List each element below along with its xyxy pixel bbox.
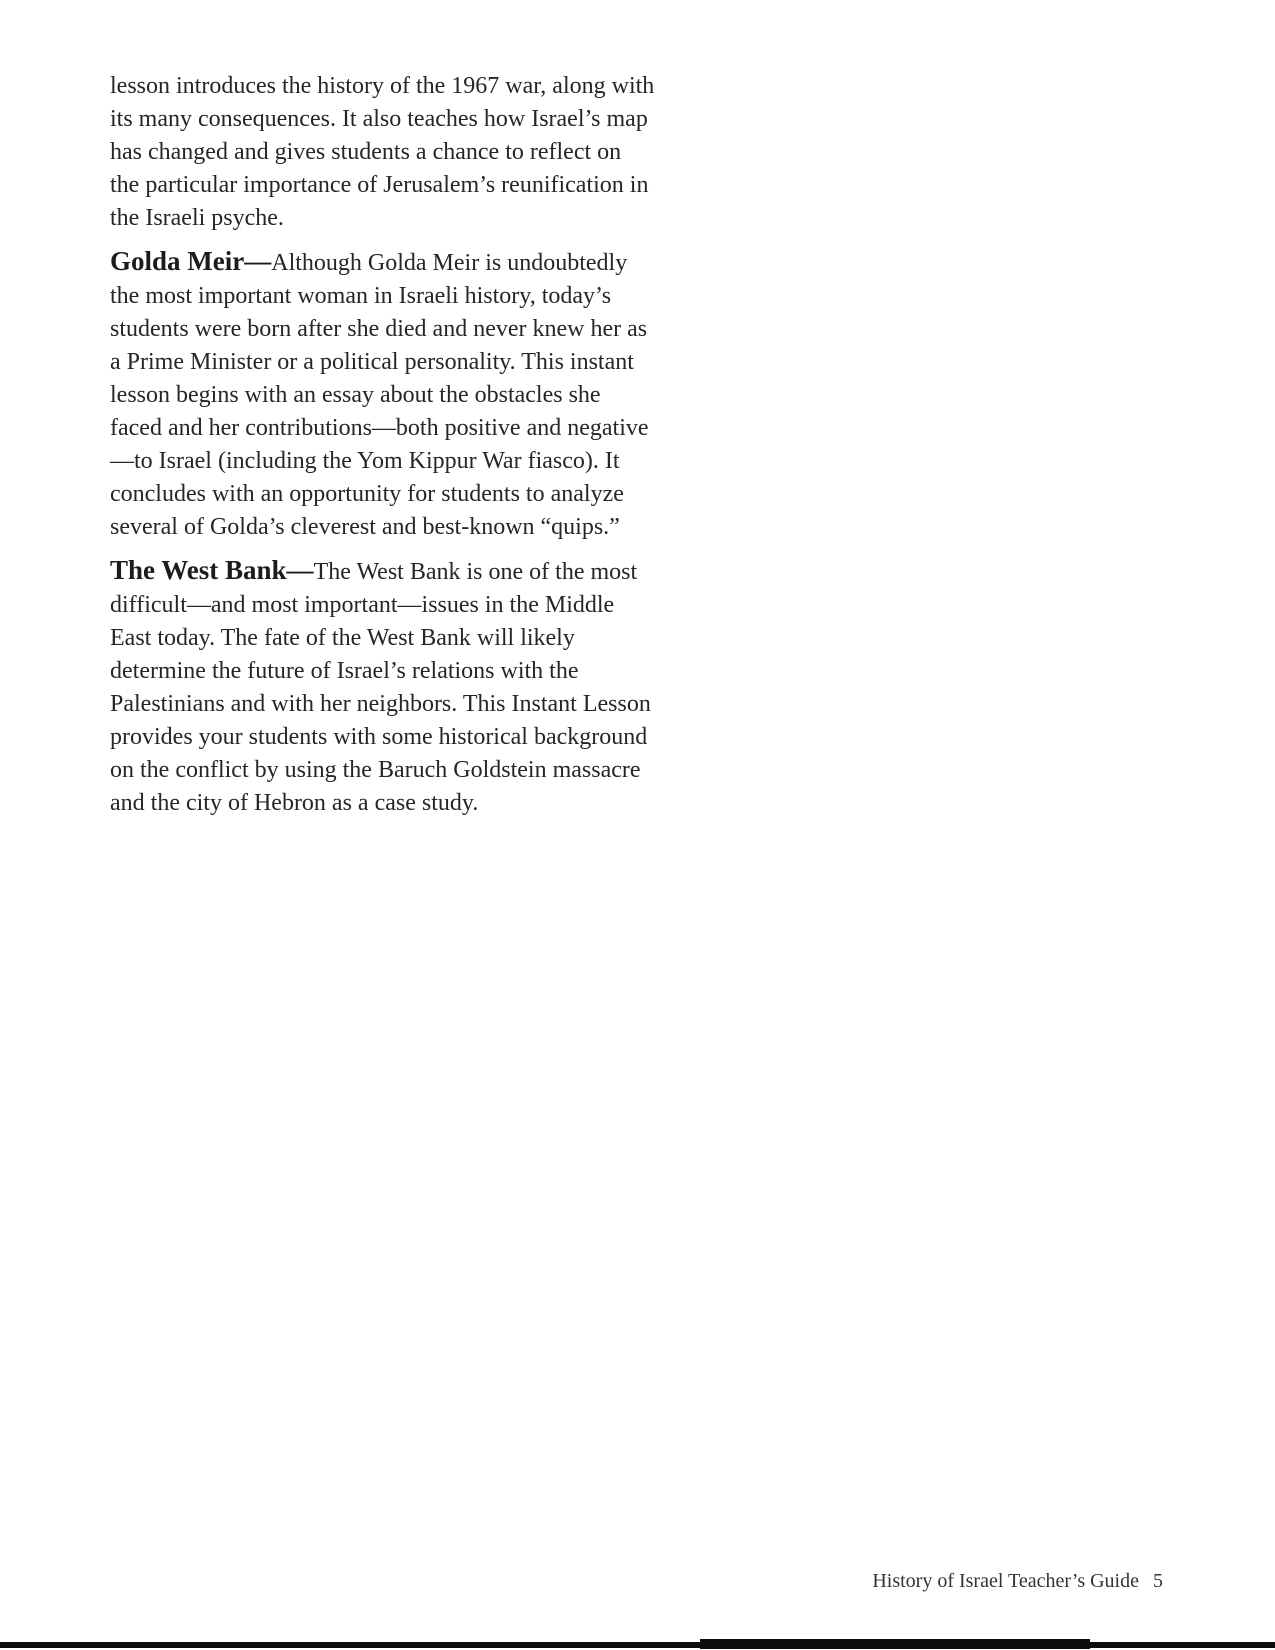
footer-title: History of Israel Teacher’s Guide xyxy=(872,1570,1139,1592)
paragraph-text: The West Bank is one of the most difficult—and most important—issues in the Middle East today. The fate of the West Bank will likely determine the future of Israel’s relations with the Palestinians and with her neighbors. This Instant Lesson provides your students with some historical background on the conflict by using the Baruch Goldstein massacre and the city of Hebron as a case study. xyxy=(110,559,651,816)
paragraph-text: lesson introduces the history of the 1967 war, along with its many consequences. It also teaches how Israel’s map has changed and gives students a chance to reflect on the particular importance of Jerusalem’s reunification in the Israeli psyche. xyxy=(110,73,655,231)
paragraph-golda-meir xyxy=(110,245,655,544)
paragraph-lead-west-bank: The West Bank— xyxy=(110,555,314,585)
text-column xyxy=(110,70,655,830)
scan-edge-artifact-thick xyxy=(700,1639,1090,1649)
paragraph-1967-war xyxy=(110,70,655,235)
paragraph-lead-golda-meir: Golda Meir— xyxy=(110,246,272,276)
paragraph-text: Although Golda Meir is undoubtedly the most important woman in Israeli history, today’s students were born after she died and never knew her as a Prime Minister or a political personality. This instant lesson begins with an essay about the obstacles she faced and her contributions—both positive and negative—to Israel (including the Yom Kippur War fiasco). It concludes with an opportunity for students to analyze several of Golda’s cleverest and best-known “quips.” xyxy=(110,250,649,540)
page-footer xyxy=(872,1569,1163,1593)
paragraph-west-bank xyxy=(110,554,655,820)
page-number: 5 xyxy=(1153,1570,1163,1592)
